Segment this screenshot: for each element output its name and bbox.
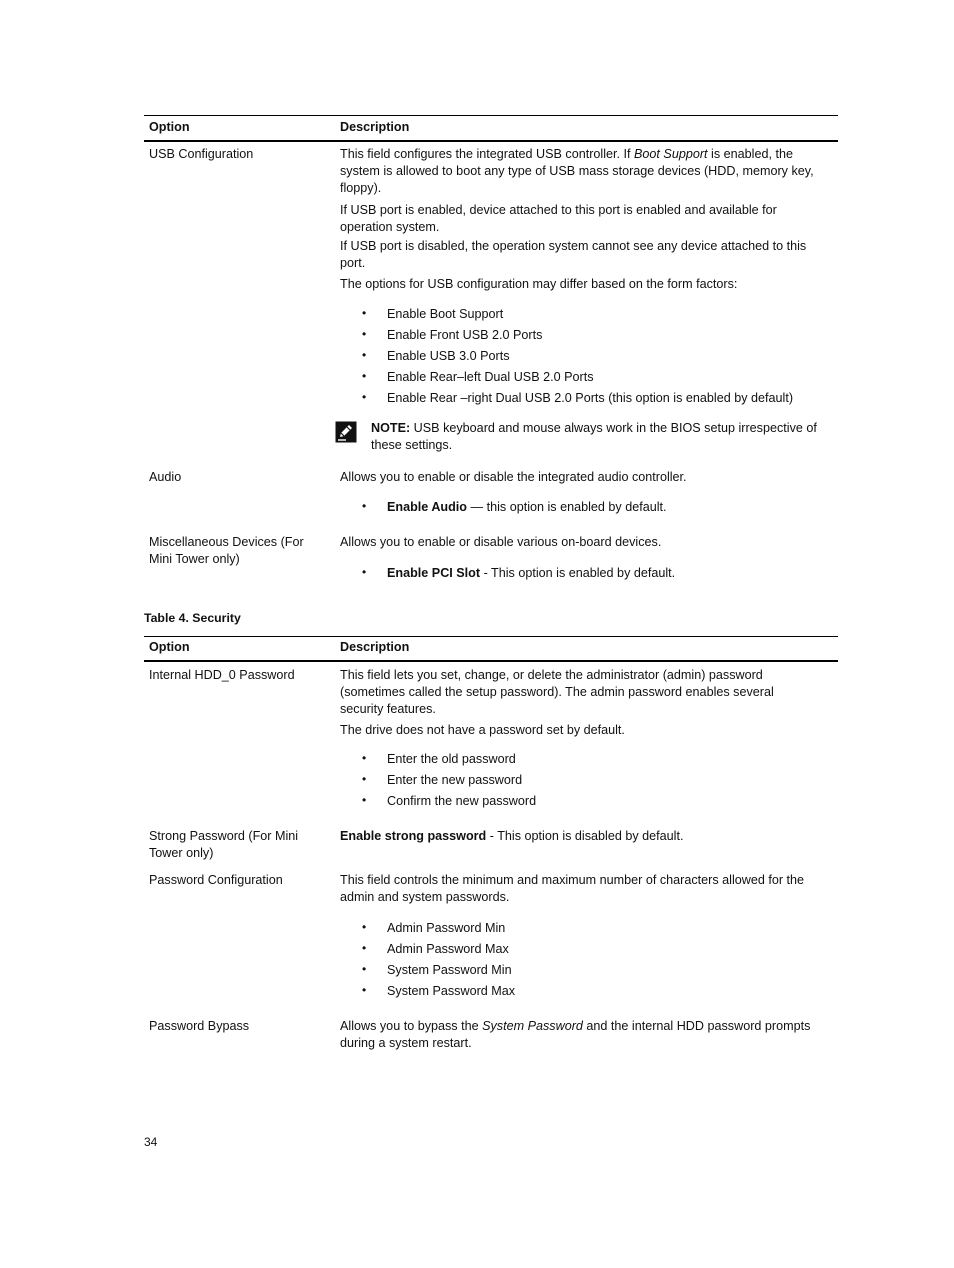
hdd-bullet-3: Confirm the new password — [387, 794, 537, 808]
bullet-marker: • — [362, 751, 367, 765]
config-bullet-3: System Password Min — [387, 963, 512, 977]
page-number: 34 — [144, 1135, 158, 1149]
enable-pci-slot-label: Enable PCI Slot — [387, 566, 481, 580]
misc-devices-description: Allows you to enable or disable various on-board devices. — [340, 535, 662, 549]
usb-configuration-option: USB Configuration — [149, 147, 254, 161]
enable-pci-slot-rest: - This option is enabled by default. — [480, 566, 676, 580]
note-text-1: USB keyboard and mouse always work in the BIOS setup irrespective of — [410, 421, 817, 435]
bullet-marker: • — [362, 499, 367, 513]
usb-bullet-4: Enable Rear–left Dual USB 2.0 Ports — [387, 370, 594, 384]
usb-p1-line1 — [340, 146, 832, 163]
table4-header-option: Option — [149, 640, 190, 654]
password-configuration-description — [340, 872, 832, 906]
bullet-marker: • — [362, 793, 367, 807]
hdd-password-option: Internal HDD_0 Password — [149, 668, 295, 682]
usb-p4: The options for USB configuration may differ based on the form factors: — [340, 277, 738, 291]
bullet-marker: • — [362, 983, 367, 997]
hdd-p1-line1: This field lets you set, change, or delete the administrator (admin) password — [340, 668, 763, 682]
usb-bullet-1: Enable Boot Support — [387, 307, 504, 321]
usb-p1-line2: system is allowed to boot any type of USB mass storage devices (HDD, memory key, — [340, 164, 814, 178]
bullet-marker: • — [362, 390, 367, 404]
table1-top-rule — [144, 115, 838, 116]
usb-p3 — [340, 238, 832, 272]
password-bypass-option: Password Bypass — [149, 1019, 250, 1033]
enable-audio-label: Enable Audio — [387, 500, 467, 514]
bypass-p1-a: Allows you to bypass the — [340, 1019, 483, 1033]
strong-password-option — [149, 828, 324, 862]
config-bullet-2: Admin Password Max — [387, 942, 509, 956]
note-pencil-icon — [335, 421, 357, 443]
usb-p3-line2: port. — [340, 256, 366, 270]
bypass-p1-line2: during a system restart. — [340, 1036, 472, 1050]
config-p1-line2: admin and system passwords. — [340, 890, 510, 904]
misc-devices-option — [149, 534, 324, 568]
usb-p1-a: This field configures the integrated USB controller. If — [340, 147, 635, 161]
usb-p2 — [340, 202, 832, 236]
bullet-marker: • — [362, 772, 367, 786]
usb-configuration-description — [340, 146, 832, 197]
audio-description: Allows you to enable or disable the integrated audio controller. — [340, 470, 687, 484]
table1-header-description: Description — [340, 120, 410, 134]
bullet-marker: • — [362, 962, 367, 976]
config-bullet-1: Admin Password Min — [387, 921, 506, 935]
boot-support-emphasis: Boot Support — [634, 147, 708, 161]
bullet-marker: • — [362, 941, 367, 955]
usb-note-line2: these settings. — [371, 438, 453, 452]
usb-p2-line1: If USB port is enabled, device attached to this port is enabled and available for — [340, 203, 777, 217]
bullet-marker: • — [362, 306, 367, 320]
bullet-marker: • — [362, 369, 367, 383]
table4-header-rule — [144, 660, 838, 662]
bullet-marker: • — [362, 565, 367, 579]
bullet-marker: • — [362, 327, 367, 341]
hdd-password-description — [340, 667, 832, 718]
hdd-bullet-2: Enter the new password — [387, 773, 523, 787]
config-p1-line1: This field controls the minimum and maximum number of characters allowed for the — [340, 873, 805, 887]
misc-bullet — [387, 565, 837, 582]
table4-header-description: Description — [340, 640, 410, 654]
table4-top-rule — [144, 636, 838, 637]
table4-caption: Table 4. Security — [144, 611, 241, 625]
hdd-p1-line2: (sometimes called the setup password). The admin password enables several — [340, 685, 774, 699]
password-configuration-option: Password Configuration — [149, 873, 283, 887]
strong-option-line1: Strong Password (For Mini — [149, 829, 299, 843]
table1-header-rule — [144, 140, 838, 142]
usb-note — [371, 420, 836, 454]
bullet-marker: • — [362, 348, 367, 362]
usb-bullet-3: Enable USB 3.0 Ports — [387, 349, 510, 363]
hdd-p1-line3: security features. — [340, 702, 436, 716]
system-password-emphasis: System Password — [482, 1019, 583, 1033]
enable-strong-password-label: Enable strong password — [340, 829, 487, 843]
strong-password-description — [340, 828, 832, 845]
strong-password-rest: - This option is disabled by default. — [486, 829, 684, 843]
usb-p1-b: is enabled, the — [707, 147, 793, 161]
strong-option-line2: Tower only) — [149, 846, 214, 860]
usb-p1-line3: floppy). — [340, 181, 382, 195]
hdd-bullet-1: Enter the old password — [387, 752, 516, 766]
bypass-p1-line1 — [340, 1018, 832, 1035]
usb-note-line1 — [371, 420, 836, 437]
bypass-p1-b: and the internal HDD password prompts — [582, 1019, 811, 1033]
usb-bullet-2: Enable Front USB 2.0 Ports — [387, 328, 543, 342]
usb-p2-line2: operation system. — [340, 220, 440, 234]
password-bypass-description — [340, 1018, 832, 1052]
misc-option-line2: Mini Tower only) — [149, 552, 240, 566]
table1-header-option: Option — [149, 120, 190, 134]
misc-option-line1: Miscellaneous Devices (For — [149, 535, 304, 549]
config-bullet-4: System Password Max — [387, 984, 516, 998]
usb-p3-line1: If USB port is disabled, the operation system cannot see any device attached to this — [340, 239, 807, 253]
hdd-p2: The drive does not have a password set by default. — [340, 723, 625, 737]
note-label: NOTE: — [371, 421, 411, 435]
enable-audio-rest: — this option is enabled by default. — [467, 500, 667, 514]
bullet-marker: • — [362, 920, 367, 934]
audio-option: Audio — [149, 470, 182, 484]
usb-bullet-5: Enable Rear –right Dual USB 2.0 Ports (this option is enabled by default) — [387, 391, 794, 405]
audio-bullet — [387, 499, 837, 516]
